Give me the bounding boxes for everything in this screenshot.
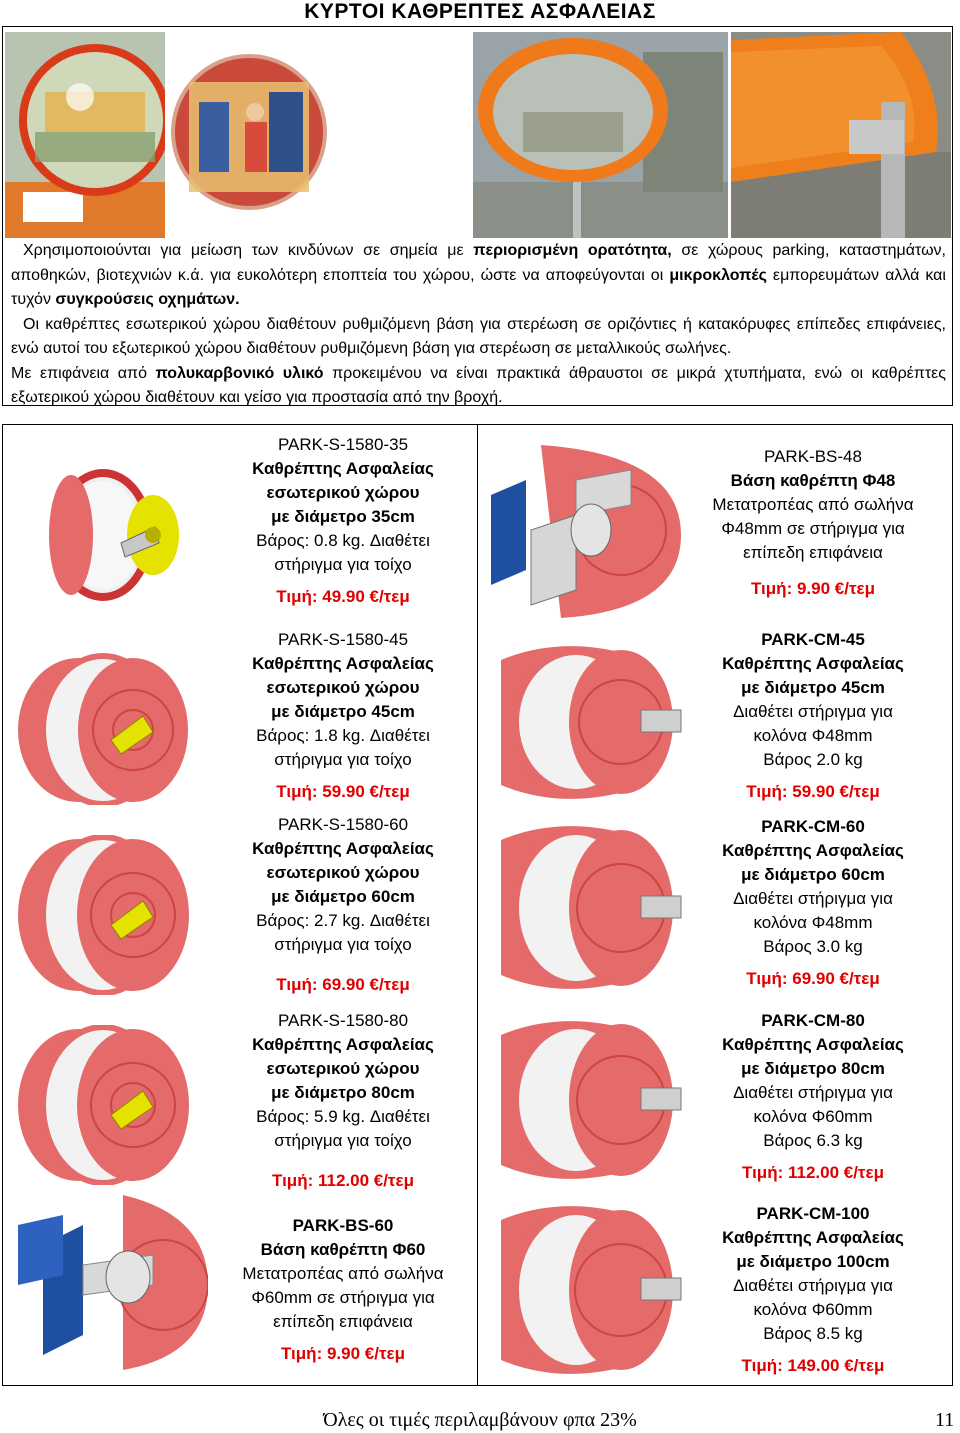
product-name: εσωτερικού χώρου — [266, 678, 420, 697]
mirror-image-cm45 — [481, 640, 686, 805]
product-info: στήριγμα για τοίχο — [274, 935, 412, 954]
product-diameter: με διάμετρο 60cm — [741, 865, 885, 884]
store-interior-photo — [169, 32, 329, 238]
page-number: 11 — [935, 1409, 955, 1431]
product-code: PARK-CM-100 — [756, 1204, 870, 1223]
product-price: Τιμή: 59.90 €/τεμ — [746, 782, 880, 801]
product-park-s-1580-35 — [203, 433, 483, 609]
product-info: κολόνα Φ48mm — [753, 913, 873, 932]
intro-text — [11, 239, 946, 411]
product-code: PARK-BS-60 — [292, 1216, 394, 1235]
mirror-image-cm100 — [481, 1200, 686, 1380]
product-diameter: με διάμετρο 80cm — [271, 1083, 415, 1102]
product-name: Καθρέπτης Ασφαλείας — [252, 654, 434, 673]
product-price: Τιμή: 49.90 €/τεμ — [276, 587, 410, 606]
body-text: σε χώρους parking, καταστημάτων, αποθηκών, βιοτεχνιών κ.ά. για ευκολότερη εποπτεία του χώρου, ώστε να αποφεύγονται οι — [11, 242, 947, 284]
product-info: Φ48mm σε στήριγμα για — [721, 519, 905, 538]
product-info: Διαθέτει στήριγμα για — [733, 1276, 893, 1295]
product-price: Τιμή: 69.90 €/τεμ — [276, 975, 410, 994]
product-info: επίπεδη επιφάνεια — [743, 543, 883, 562]
product-price: Τιμή: 59.90 €/τεμ — [276, 782, 410, 801]
mirror-image-60 — [3, 835, 203, 995]
product-price: Τιμή: 112.00 €/τεμ — [272, 1171, 414, 1190]
product-info: Βάρος 2.0 kg — [763, 750, 863, 769]
product-info: κολόνα Φ60mm — [753, 1300, 873, 1319]
product-park-s-1580-60 — [203, 813, 483, 997]
product-name: Καθρέπτης Ασφαλείας — [722, 654, 904, 673]
emphasis-text: πολυκαρβονικό υλικό — [155, 364, 324, 382]
product-info: κολόνα Φ60mm — [753, 1107, 873, 1126]
product-info: Διαθέτει στήριγμα για — [733, 1083, 893, 1102]
product-name: Βάση καθρέπτη Φ48 — [730, 471, 896, 490]
product-park-s-1580-45 — [203, 628, 483, 804]
mirror-image-45 — [3, 650, 203, 805]
base-image-60 — [3, 1185, 208, 1375]
intro-paragraph — [11, 313, 946, 362]
product-name: Καθρέπτης Ασφαλείας — [722, 1228, 904, 1247]
product-name: εσωτερικού χώρου — [266, 1059, 420, 1078]
base-image-48 — [481, 440, 681, 620]
product-park-s-1580-80 — [203, 1009, 483, 1193]
product-price: Τιμή: 112.00 €/τεμ — [742, 1163, 884, 1182]
mirror-image-35 — [3, 465, 203, 605]
outdoor-mirror-photo — [473, 32, 728, 238]
vat-note: Όλες οι τιμές περιλαμβάνουν φπα 23% — [323, 1409, 637, 1431]
product-park-cm-80 — [675, 1009, 951, 1185]
body-text: προκειμένου να είναι πρακτικά άθραυστοι σε μικρά χτυπήματα, ενώ οι καθρέπτες εξωτερικού χώρου διαθέτουν και γείσο για προστασία από την βροχή. — [11, 364, 947, 406]
product-name: Καθρέπτης Ασφαλείας — [252, 459, 434, 478]
product-info: κολόνα Φ48mm — [753, 726, 873, 745]
product-price: Τιμή: 9.90 €/τεμ — [280, 1344, 405, 1363]
product-name: Καθρέπτης Ασφαλείας — [722, 1035, 904, 1054]
product-info: επίπεδη επιφάνεια — [273, 1312, 413, 1331]
product-park-bs-48 — [675, 445, 951, 601]
body-text: εμπορευμάτων αλλά και τυχόν — [11, 266, 946, 308]
mirror-back-photo — [731, 32, 951, 238]
product-diameter: με διάμετρο 35cm — [271, 507, 415, 526]
product-info: Βάρος: 0.8 kg. Διαθέτει — [256, 531, 430, 550]
product-info: Βάρος: 5.9 kg. Διαθέτει — [256, 1107, 430, 1126]
product-park-cm-100 — [675, 1202, 951, 1378]
product-info: Βάρος: 1.8 kg. Διαθέτει — [256, 726, 430, 745]
product-park-cm-45 — [675, 628, 951, 804]
product-code: PARK-S-1580-35 — [277, 435, 409, 454]
product-park-cm-60 — [675, 815, 951, 991]
product-info: στήριγμα για τοίχο — [274, 1131, 412, 1150]
mirror-image-cm60 — [481, 820, 686, 995]
product-name: εσωτερικού χώρου — [266, 483, 420, 502]
intro-box — [2, 26, 953, 406]
product-diameter: με διάμετρο 45cm — [741, 678, 885, 697]
body-text: Χρησιμοποιούνται για μείωση των κινδύνων σε σημεία με — [23, 242, 474, 259]
product-name: Βάση καθρέπτη Φ60 — [260, 1240, 426, 1259]
product-code: PARK-S-1580-80 — [277, 1011, 409, 1030]
product-name: εσωτερικού χώρου — [266, 863, 420, 882]
product-code: PARK-BS-48 — [764, 447, 862, 466]
product-info: στήριγμα για τοίχο — [274, 555, 412, 574]
body-text: Με επιφάνεια από — [11, 364, 156, 382]
product-code: PARK-CM-45 — [761, 630, 865, 649]
body-text: Οι καθρέπτες εσωτερικού χώρου διαθέτουν ρυθμιζόμενη βάση για στερέωση σε οριζόντιες ή κατακόρυφες επίπεδες επιφάνειες, ενώ αυτοί του εξωτερικού χώρου διαθέτουν ρυθμιζόμενη βάση για στερέωση σε μεταλλικούς σωλήνες. — [11, 315, 946, 357]
product-info: Βάρος: 2.7 kg. Διαθέτει — [256, 911, 430, 930]
product-info: στήριγμα για τοίχο — [274, 750, 412, 769]
store-mirror-photo — [5, 32, 165, 238]
product-diameter: με διάμετρο 100cm — [736, 1252, 890, 1271]
product-info: Διαθέτει στήριγμα για — [733, 702, 893, 721]
product-code: PARK-S-1580-45 — [277, 630, 409, 649]
product-price: Τιμή: 9.90 €/τεμ — [750, 579, 875, 598]
product-info: Φ60mm σε στήριγμα για — [251, 1288, 435, 1307]
product-grid — [2, 424, 953, 1386]
product-info: Διαθέτει στήριγμα για — [733, 889, 893, 908]
intro-paragraph — [11, 239, 946, 313]
product-info: Βάρος 6.3 kg — [763, 1131, 863, 1150]
emphasis-text: συγκρούσεις οχημάτων. — [55, 291, 240, 308]
product-info: Βάρος 3.0 kg — [763, 937, 863, 956]
page-title: ΚΥΡΤΟΙ ΚΑΘΡΕΠΤΕΣ ΑΣΦΑΛΕΙΑΣ — [304, 0, 656, 23]
product-park-bs-60 — [203, 1214, 483, 1366]
product-price: Τιμή: 69.90 €/τεμ — [746, 969, 880, 988]
intro-paragraph — [11, 362, 946, 411]
product-code: PARK-CM-80 — [761, 1011, 865, 1030]
mirror-image-cm80 — [481, 1015, 686, 1185]
emphasis-text: μικροκλοπές — [669, 266, 767, 284]
product-diameter: με διάμετρο 60cm — [271, 887, 415, 906]
product-info: Μετατροπέας από σωλήνα — [242, 1264, 444, 1283]
product-name: Καθρέπτης Ασφαλείας — [252, 1035, 434, 1054]
emphasis-text: περιορισμένη ορατότητα, — [473, 242, 672, 259]
mirror-image-80 — [3, 1025, 203, 1185]
product-name: Καθρέπτης Ασφαλείας — [722, 841, 904, 860]
product-diameter: με διάμετρο 80cm — [741, 1059, 885, 1078]
product-name: Καθρέπτης Ασφαλείας — [252, 839, 434, 858]
product-code: PARK-CM-60 — [761, 817, 865, 836]
product-diameter: με διάμετρο 45cm — [271, 702, 415, 721]
product-code: PARK-S-1580-60 — [277, 815, 409, 834]
product-info: Βάρος 8.5 kg — [763, 1324, 863, 1343]
product-price: Τιμή: 149.00 €/τεμ — [741, 1356, 885, 1375]
product-info: Μετατροπέας από σωλήνα — [712, 495, 914, 514]
